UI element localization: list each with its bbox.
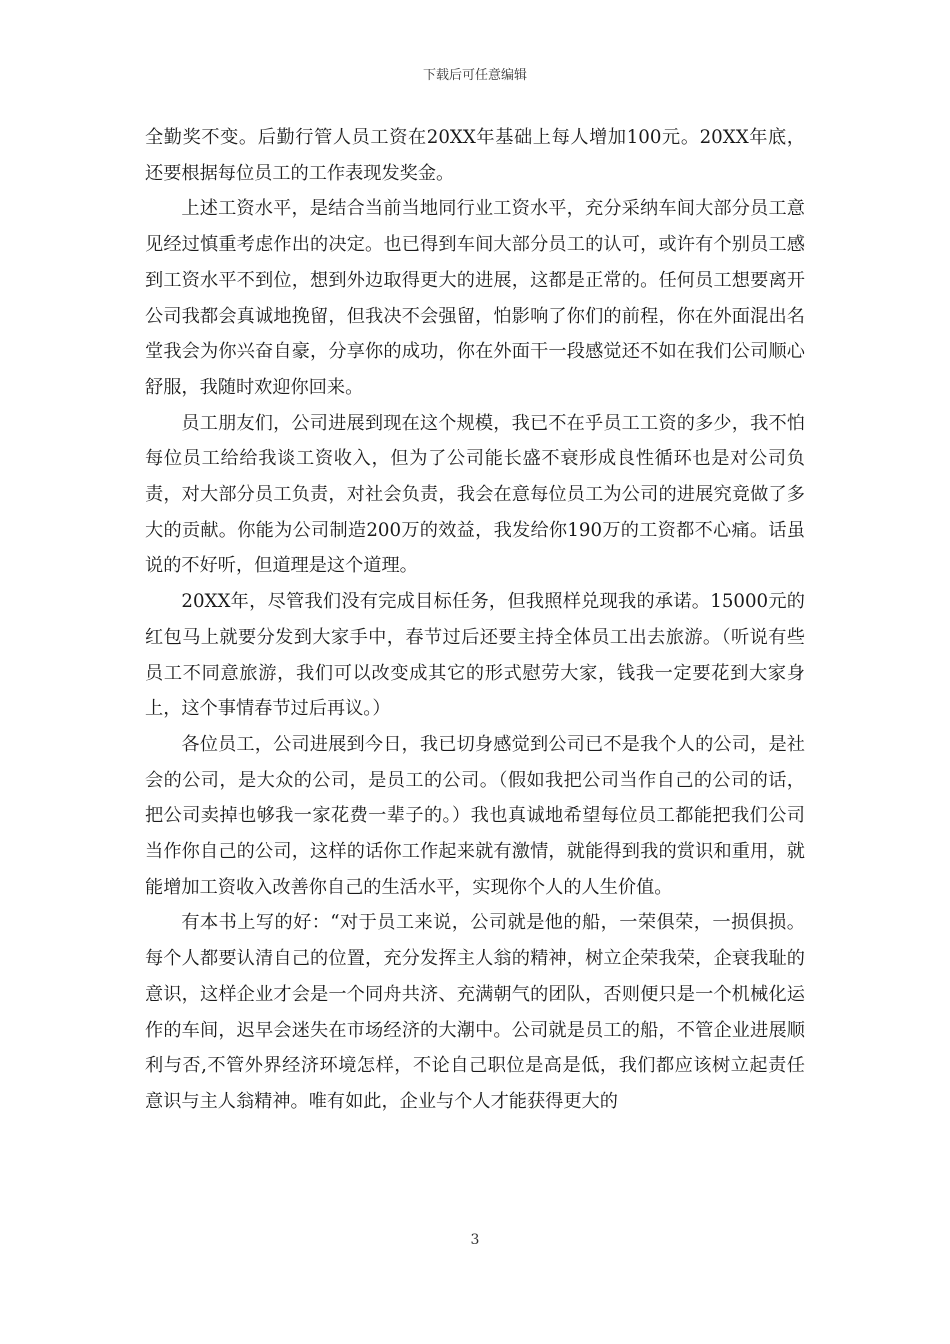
- paragraph: 全勤奖不变。后勤行管人员工资在20XX年基础上每人增加100元。20XX年底，还要根据每位员工的工作表现发奖金。: [145, 127, 805, 184]
- paragraph: 各位员工，公司进展到今日，我已切身感觉到公司已不是我个人的公司，是社会的公司，是大众的公司，是员工的公司。（假如我把公司当作自己的公司的话，把公司卖掉也够我一家花费一辈子的。）我也真诚地希望每位员工都能把我们公司当作你自己的公司，这样的话你工作起来就有激情，就能得到我的赏识和重用，就能增加工资收入改善你自己的生活水平，实现你个人的人生价值。: [145, 733, 805, 898]
- paragraph: 上述工资水平，是结合当前当地同行业工资水平，充分采纳车间大部分员工意见经过慎重考虑作出的决定。也已得到车间大部分员工的认可，或许有个别员工感到工资水平不到位，想到外边取得更大的进展，这都是正常的。任何员工想要离开公司我都会真诚地挽留，但我决不会强留，怕影响了你们的前程，你在外面混出名堂我会为你兴奋自豪，分享你的成功，你在外面干一段感觉还不如在我们公司顺心舒服，我随时欢迎你回来。: [145, 198, 805, 398]
- paragraph: 有本书上写的好：“对于员工来说，公司就是他的船，一荣俱荣，一损俱损。每个人都要认清自己的位置，充分发挥主人翁的精神，树立企荣我荣，企衰我耻的意识，这样企业才会是一个同舟共济、充满朝气的团队，否则便只是一个机械化运作的车间，迟早会迷失在市场经济的大潮中。公司就是员工的船，不管企业进展顺利与否,不管外界经济环境怎样，不论自己职位是高是低，我们都应该树立起责任意识与主人翁精神。唯有如此，企业与个人才能获得更大的: [145, 912, 805, 1112]
- page-number: 3: [470, 1232, 480, 1248]
- document-body: [145, 120, 805, 1120]
- page-header: 下载后可任意编辑: [422, 68, 527, 83]
- paragraph: 20XX年，尽管我们没有完成目标任务，但我照样兑现我的承诺。15000元的红包马上就要分发到大家手中，春节过后还要主持全体员工出去旅游。（听说有些员工不同意旅游，我们可以改变成其它的形式慰劳大家，钱我一定要花到大家身上，这个事情春节过后再议。）: [145, 591, 805, 720]
- paragraph: 员工朋友们，公司进展到现在这个规模，我已不在乎员工工资的多少，我不怕每位员工给给我谈工资收入，但为了公司能长盛不衰形成良性循环也是对公司负责，对大部分员工负责，对社会负责，我会在意每位员工为公司的进展究竟做了多大的贡献。你能为公司制造200万的效益，我发给你190万的工资都不心痛。话虽说的不好听，但道理是这个道理。: [145, 412, 805, 577]
